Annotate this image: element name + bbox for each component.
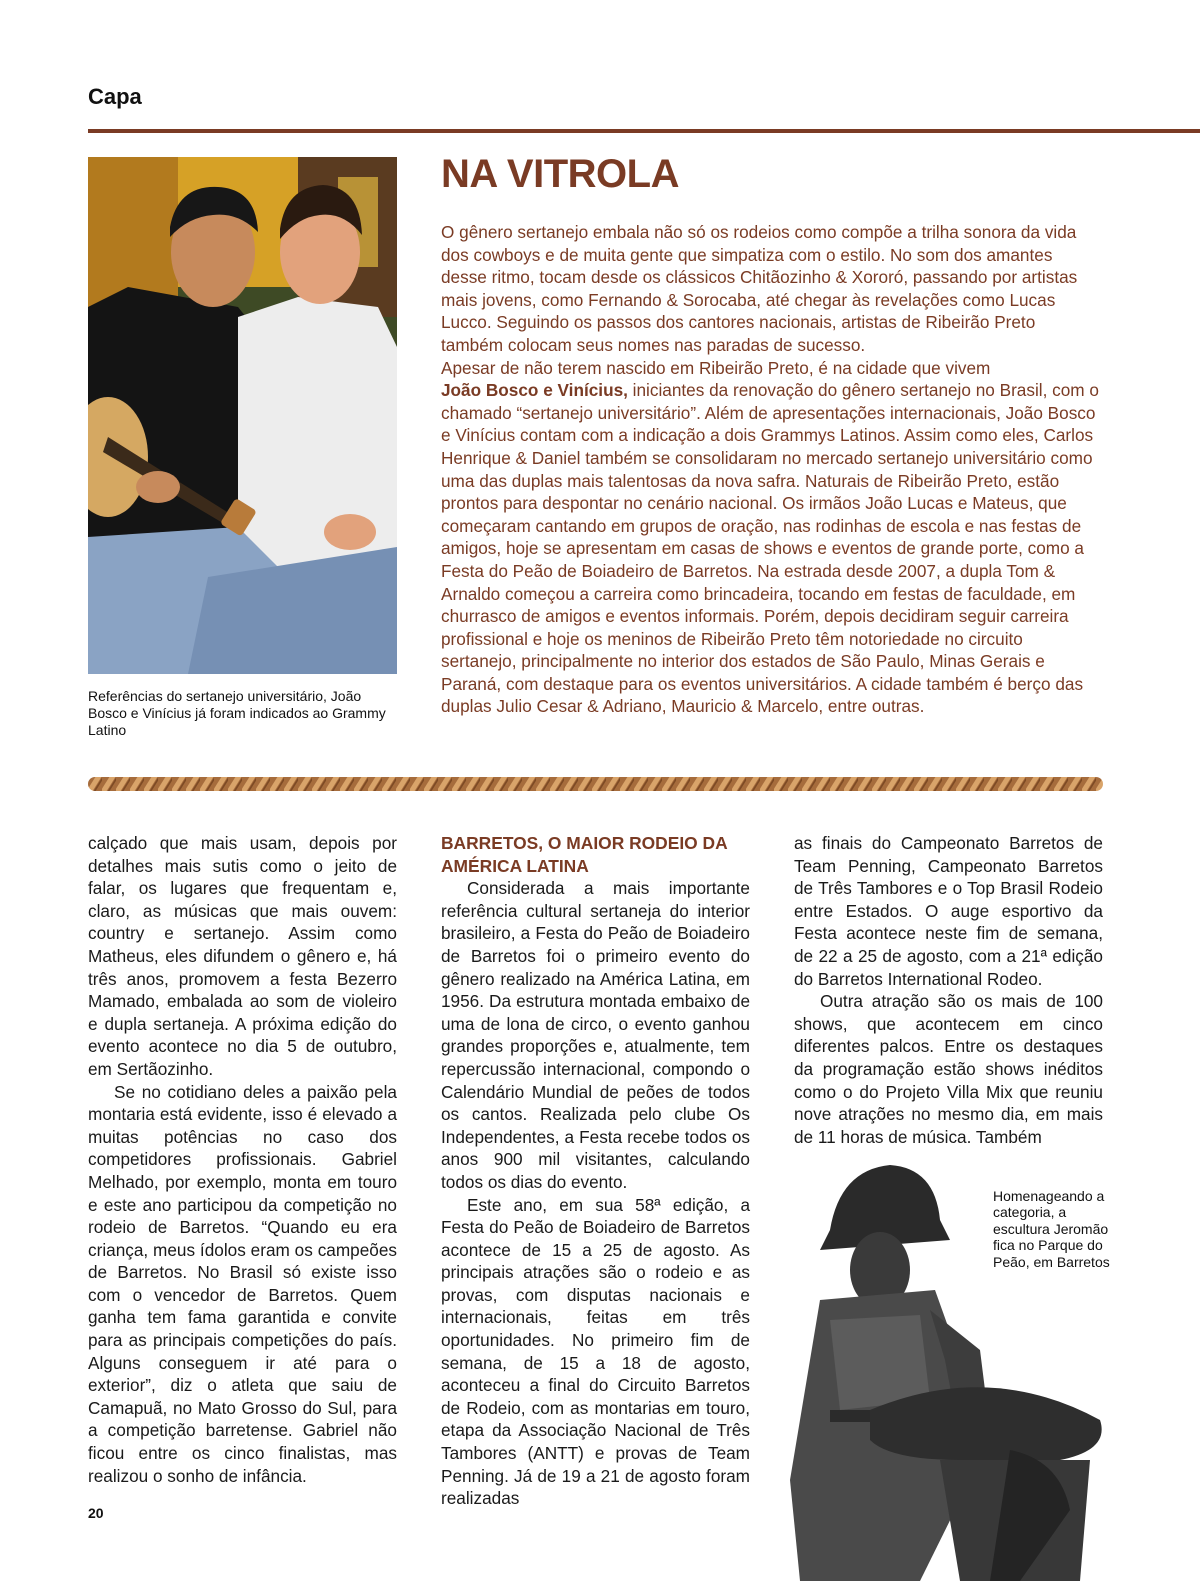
column3-paragraph-1: as finais do Campeonato Barretos de Team Penning, Campeonato Barretos de Três Tambores e o Top Brasil Rodeio entre Estados. O auge esportivo da Festa acontece neste fim de semana, de 22 a 25 de agosto, com a 21ª edição do Barretos International Rodeo. bbox=[794, 833, 1103, 989]
duo-photo bbox=[88, 157, 397, 674]
photo-caption: Referências do sertanejo universitário, João Bosco e Vinícius já foram indicados ao Grammy Latino bbox=[88, 688, 386, 738]
top-rule bbox=[88, 129, 1200, 133]
intro-text bbox=[441, 221, 1101, 718]
intro-paragraph-2-cont: iniciantes da renovação do gênero sertanejo no Brasil, com o chamado “sertanejo universitário”. Além de apresentações internacionais, João Bosco e Vinícius contam com a indicação a dois Grammys Latinos. Assim como eles, Carlos Henrique & Daniel também se consolidaram no mercado sertanejo universitário como uma das duplas mais talentosas da nova safra. Naturais de Ribeirão Preto, estão prontos para despontar no cenário nacional. Os irmãos João Lucas e Mateus, que começaram cantando em grupos de oração, nas rodinhas de escola e nas festas de amigos, hoje se apresentam em casas de shows e eventos de grande porte, como a Festa do Peão de Boiadeiro de Barretos. Na estrada desde 2007, a dupla Tom & Arnaldo começou a carreira como brincadeira, tocando em festas de faculdade, em churrasco de amigos e eventos informais. Porém, depois decidiram seguir carreira profissional e hoje os meninos de Ribeirão Preto têm notoriedade no circuito sertanejo, principalmente no interior dos estados de São Paulo, Minas Gerais e Paraná, com destaque para os eventos universitários. A cidade também é berço das duplas Julio Cesar & Adriano, Mauricio & Marcelo, entre outras. bbox=[441, 380, 1099, 717]
intro-paragraph-2: Apesar de não terem nascido em Ribeirão Preto, é na cidade que vivem bbox=[441, 357, 991, 378]
rope-divider bbox=[88, 776, 1103, 792]
barretos-subhead: BARRETOS, O MAIOR RODEIO DA AMÉRICA LATINA bbox=[441, 833, 727, 876]
intro-paragraph-1: O gênero sertanejo embala não só os rodeios como compõe a trilha sonora da vida dos cowboys e de muita gente que simpatiza com o estilo. No som dos amantes desse ritmo, tocam desde os clássicos Chitãozinho & Xororó, passando por artistas mais jovens, como Fernando & Sorocaba, até chegar às revelações como Lucas Lucco. Seguindo os passos dos cantores nacionais, artistas de Ribeirão Preto também colocam seus nomes nas paradas de sucesso. bbox=[441, 222, 1078, 355]
article-column-3 bbox=[794, 832, 1103, 1148]
page-number: 20 bbox=[88, 1505, 104, 1521]
column2-paragraph-2: Este ano, em sua 58ª edição, a Festa do Peão de Boiadeiro de Barretos acontece de 15 a 25 de agosto. As principais atrações são o rodeio e as provas, com disputas nacionais e internacionais, feitas em três oportunidades. No primeiro fim de semana, de 15 a 18 de agosto, aconteceu a final do Circuito Barretos de Rodeio, com as montarias em touro, etapa da Associação Nacional de Três Tambores (ANTT) e provas de Team Penning. Já de 19 a 21 de agosto foram realizadas bbox=[441, 1194, 750, 1509]
column2-paragraph-1: Considerada a mais importante referência cultural sertaneja do interior brasileiro, a Festa do Peão de Boiadeiro de Barretos foi o primeiro evento do gênero realizado na América Latina, em 1956. Da estrutura montada embaixo de uma de lona de circo, o evento ganhou grandes proporções e, atualmente, tem repercussão internacional, compondo o Calendário Mundial de peões de todos os cantos. Realizada pelo clube Os Independentes, a Festa recebe todos os anos 900 mil visitantes, calculando todos os dias do evento. bbox=[441, 878, 750, 1192]
article-column-2 bbox=[441, 832, 750, 1510]
column3-paragraph-2: Outra atração são os mais de 100 shows, que acontecem em cinco diferentes palcos. Entre os destaques da programação estão shows inéditos como o do Projeto Villa Mix que reuniu nove atrações no mesmo dia, em mais de 11 horas de música. Também bbox=[794, 991, 1103, 1147]
statue-caption: Homenageando a categoria, a escultura Jeromão fica no Parque do Peão, em Barretos bbox=[993, 1188, 1110, 1270]
intro-highlight-names: João Bosco e Vinícius, bbox=[441, 380, 628, 401]
article-column-1 bbox=[88, 832, 397, 1487]
section-label: Capa bbox=[88, 84, 142, 109]
column1-paragraph-1: calçado que mais usam, depois por detalhes mais sutis como o jeito de falar, os lugares que frequentam e, claro, as músicas que mais ouvem: country e sertanejo. Assim como Matheus, eles difundem o gênero e, há três anos, promovem a festa Bezerro Mamado, embalada ao som de violeiro e dupla sertaneja. A próxima edição do evento acontece no dia 5 de outubro, em Sertãozinho. bbox=[88, 833, 397, 1079]
column1-paragraph-2: Se no cotidiano deles a paixão pela montaria está evidente, isso é elevado a muitas potências no caso dos competidores profissionais. Gabriel Melhado, por exemplo, monta em touro e este ano participou da competição no rodeio de Barretos. “Quando eu era criança, meus ídolos eram os campeões de Barretos. No Brasil só existe isso com o vencedor de Barretos. Quem ganha tem fama garantida e convite para as principais competições do país. Alguns conseguem ir até para o exterior”, diz o atleta que saiu de Camapuã, no Mato Grosso do Sul, para a competição barretense. Gabriel não ficou entre os cinco finalistas, mas realizou o sonho de infância. bbox=[88, 1081, 397, 1486]
headline: NA VITROLA bbox=[441, 152, 679, 196]
